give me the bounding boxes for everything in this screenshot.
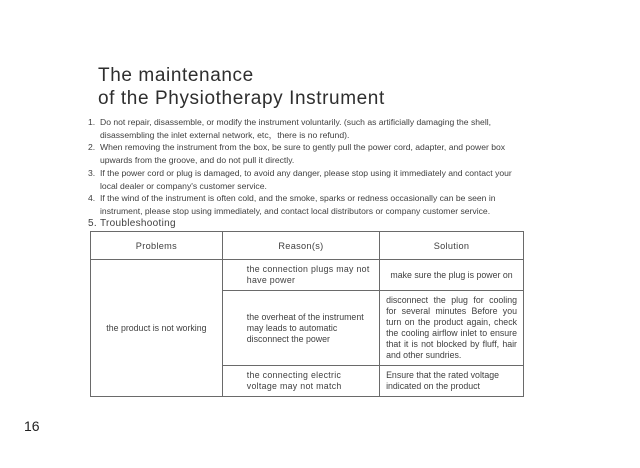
header-reasons: Reason(s): [222, 232, 379, 260]
list-item: [88, 116, 528, 141]
list-item: [88, 218, 528, 231]
problem-cell: the product is not working: [91, 260, 223, 397]
item-number: 3.: [88, 167, 96, 178]
maintenance-list: [88, 116, 528, 230]
page-number: 16: [24, 418, 40, 434]
item-text: Troubleshooting: [100, 217, 176, 229]
list-item: [88, 141, 528, 166]
header-solution: Solution: [380, 232, 524, 260]
item-number: 4.: [88, 193, 96, 204]
troubleshooting-table: [90, 231, 524, 397]
item-text: Do not repair, disassemble, or modify the instrument voluntarily. (such as artificially damaging the shell, disassembling the inlet external network, etc，there is no refund).: [100, 117, 492, 140]
reason-cell: the connection plugs may not have power: [222, 260, 379, 291]
item-number: 2.: [88, 142, 96, 153]
header-problems: Problems: [91, 232, 223, 260]
solution-cell: make sure the plug is power on: [380, 260, 524, 291]
reason-cell: the overheat of the instrument may leads to automatic disconnect the power: [222, 291, 379, 366]
item-number: 1.: [88, 117, 96, 127]
table-header-row: [91, 232, 524, 260]
item-number: 5.: [88, 217, 97, 229]
item-text: If the wind of the instrument is often cold, and the smoke, sparks or redness occasionally can be seen in instrument, please stop using immediately, and contact local distributors or company customer service.: [100, 193, 496, 216]
reason-cell: the connecting electric voltage may not match: [222, 366, 379, 397]
item-text: If the power cord or plug is damaged, to avoid any danger, please stop using it immediately and contact your local dealer or company's customer service.: [100, 167, 512, 191]
solution-cell: disconnect the plug for cooling for several minutes Before you turn on the product again, check the cooling airflow inlet to ensure that it is not blocked by fluff, hair and other sundries.: [380, 291, 524, 366]
list-item: [88, 192, 528, 217]
list-item: [88, 167, 528, 192]
solution-cell: Ensure that the rated voltage indicated on the product: [380, 366, 524, 397]
table-row: [91, 260, 524, 291]
title-line-2: of the Physiotherapy Instrument: [98, 88, 385, 109]
item-text: When removing the instrument from the box, be sure to gently pull the power cord, adapter, and power box upwards from the groove, and do not pull it directly.: [100, 142, 506, 166]
page-title: [98, 64, 385, 110]
title-line-1: The maintenance: [98, 65, 254, 86]
